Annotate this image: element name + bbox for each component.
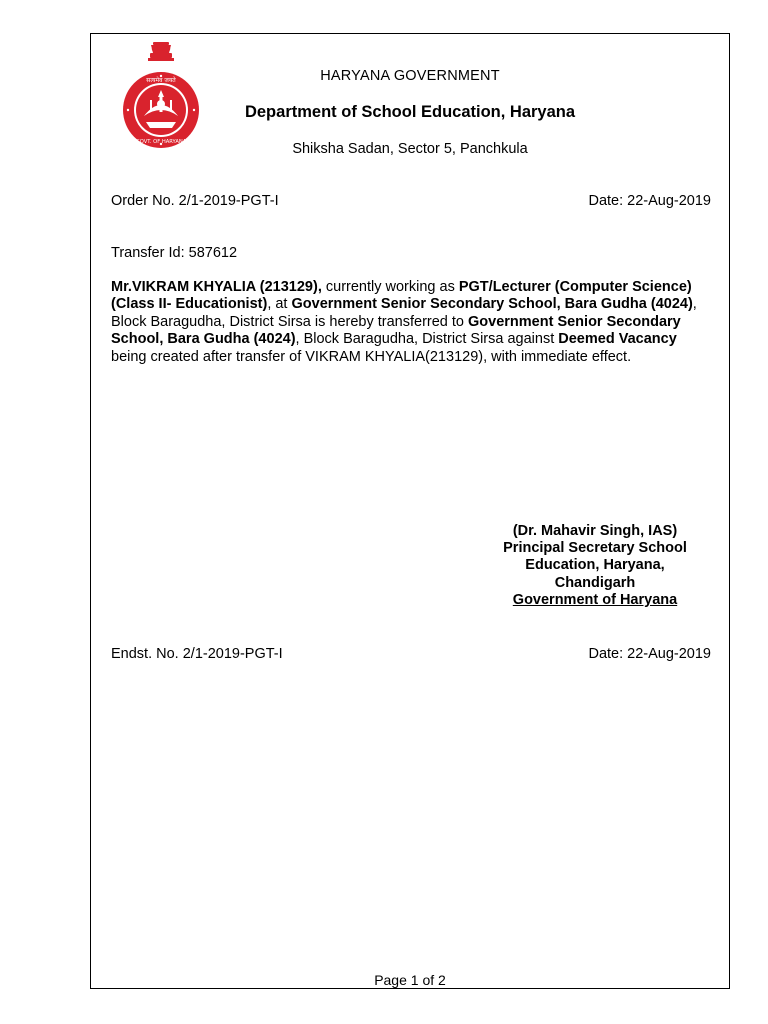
school-from: Government Senior Secondary School, Bara Gudha (4024) [291,296,693,313]
transfer-id: Transfer Id: 587612 [111,245,238,261]
endorsement-date: Date: 22-Aug-2019 [588,646,711,662]
svg-text:सत्यमेव जयते: सत्यमेव जयते [146,77,176,84]
endorsement-row [111,646,711,662]
signatory-title-3: Chandigarh [554,574,636,591]
signatory-title-1: Principal Secretary School [503,540,687,557]
signatory-government: Government of Haryana [512,591,678,608]
body-text-2: , at [267,296,292,313]
government-name: HARYANA GOVERNMENT [320,68,500,84]
school-to: Government Senior Secondary School, Bara Gudha (4024) [111,313,681,348]
page-number: Page 1 of 2 [374,972,446,988]
vacancy-type: Deemed Vacancy [558,331,677,348]
body-text-1: currently working as [321,279,459,295]
svg-text:GOVT. OF HARYANA: GOVT. OF HARYANA [135,139,187,145]
department-title: Department of School Education, Haryana [244,103,576,121]
department-address: Shiksha Sadan, Sector 5, Panchkula [292,141,528,157]
body-text-5: being created after transfer of VIKRAM KHYALIA(213129), with immediate effect. [111,348,632,365]
employee-name: Mr.VIKRAM KHYALIA (213129), [111,279,322,295]
order-row [111,193,711,209]
page-border [90,33,730,989]
employee-post: PGT/Lecturer (Computer Science) (Class II- Educationist) [111,279,692,313]
signatory-title-2: Education, Haryana, [525,557,665,574]
signature-block [480,523,710,609]
order-number: Order No. 2/1-2019-PGT-I [111,193,279,209]
body-text-3: , Block Baragudha, District Sirsa is hereby transferred to [111,296,697,330]
endorsement-number: Endst. No. 2/1-2019-PGT-I [111,646,283,662]
body-text-4: , Block Baragudha, District Sirsa against [295,331,559,348]
order-date: Date: 22-Aug-2019 [588,193,711,209]
signatory-name: (Dr. Mahavir Singh, IAS) [512,523,678,539]
order-body [111,279,711,366]
